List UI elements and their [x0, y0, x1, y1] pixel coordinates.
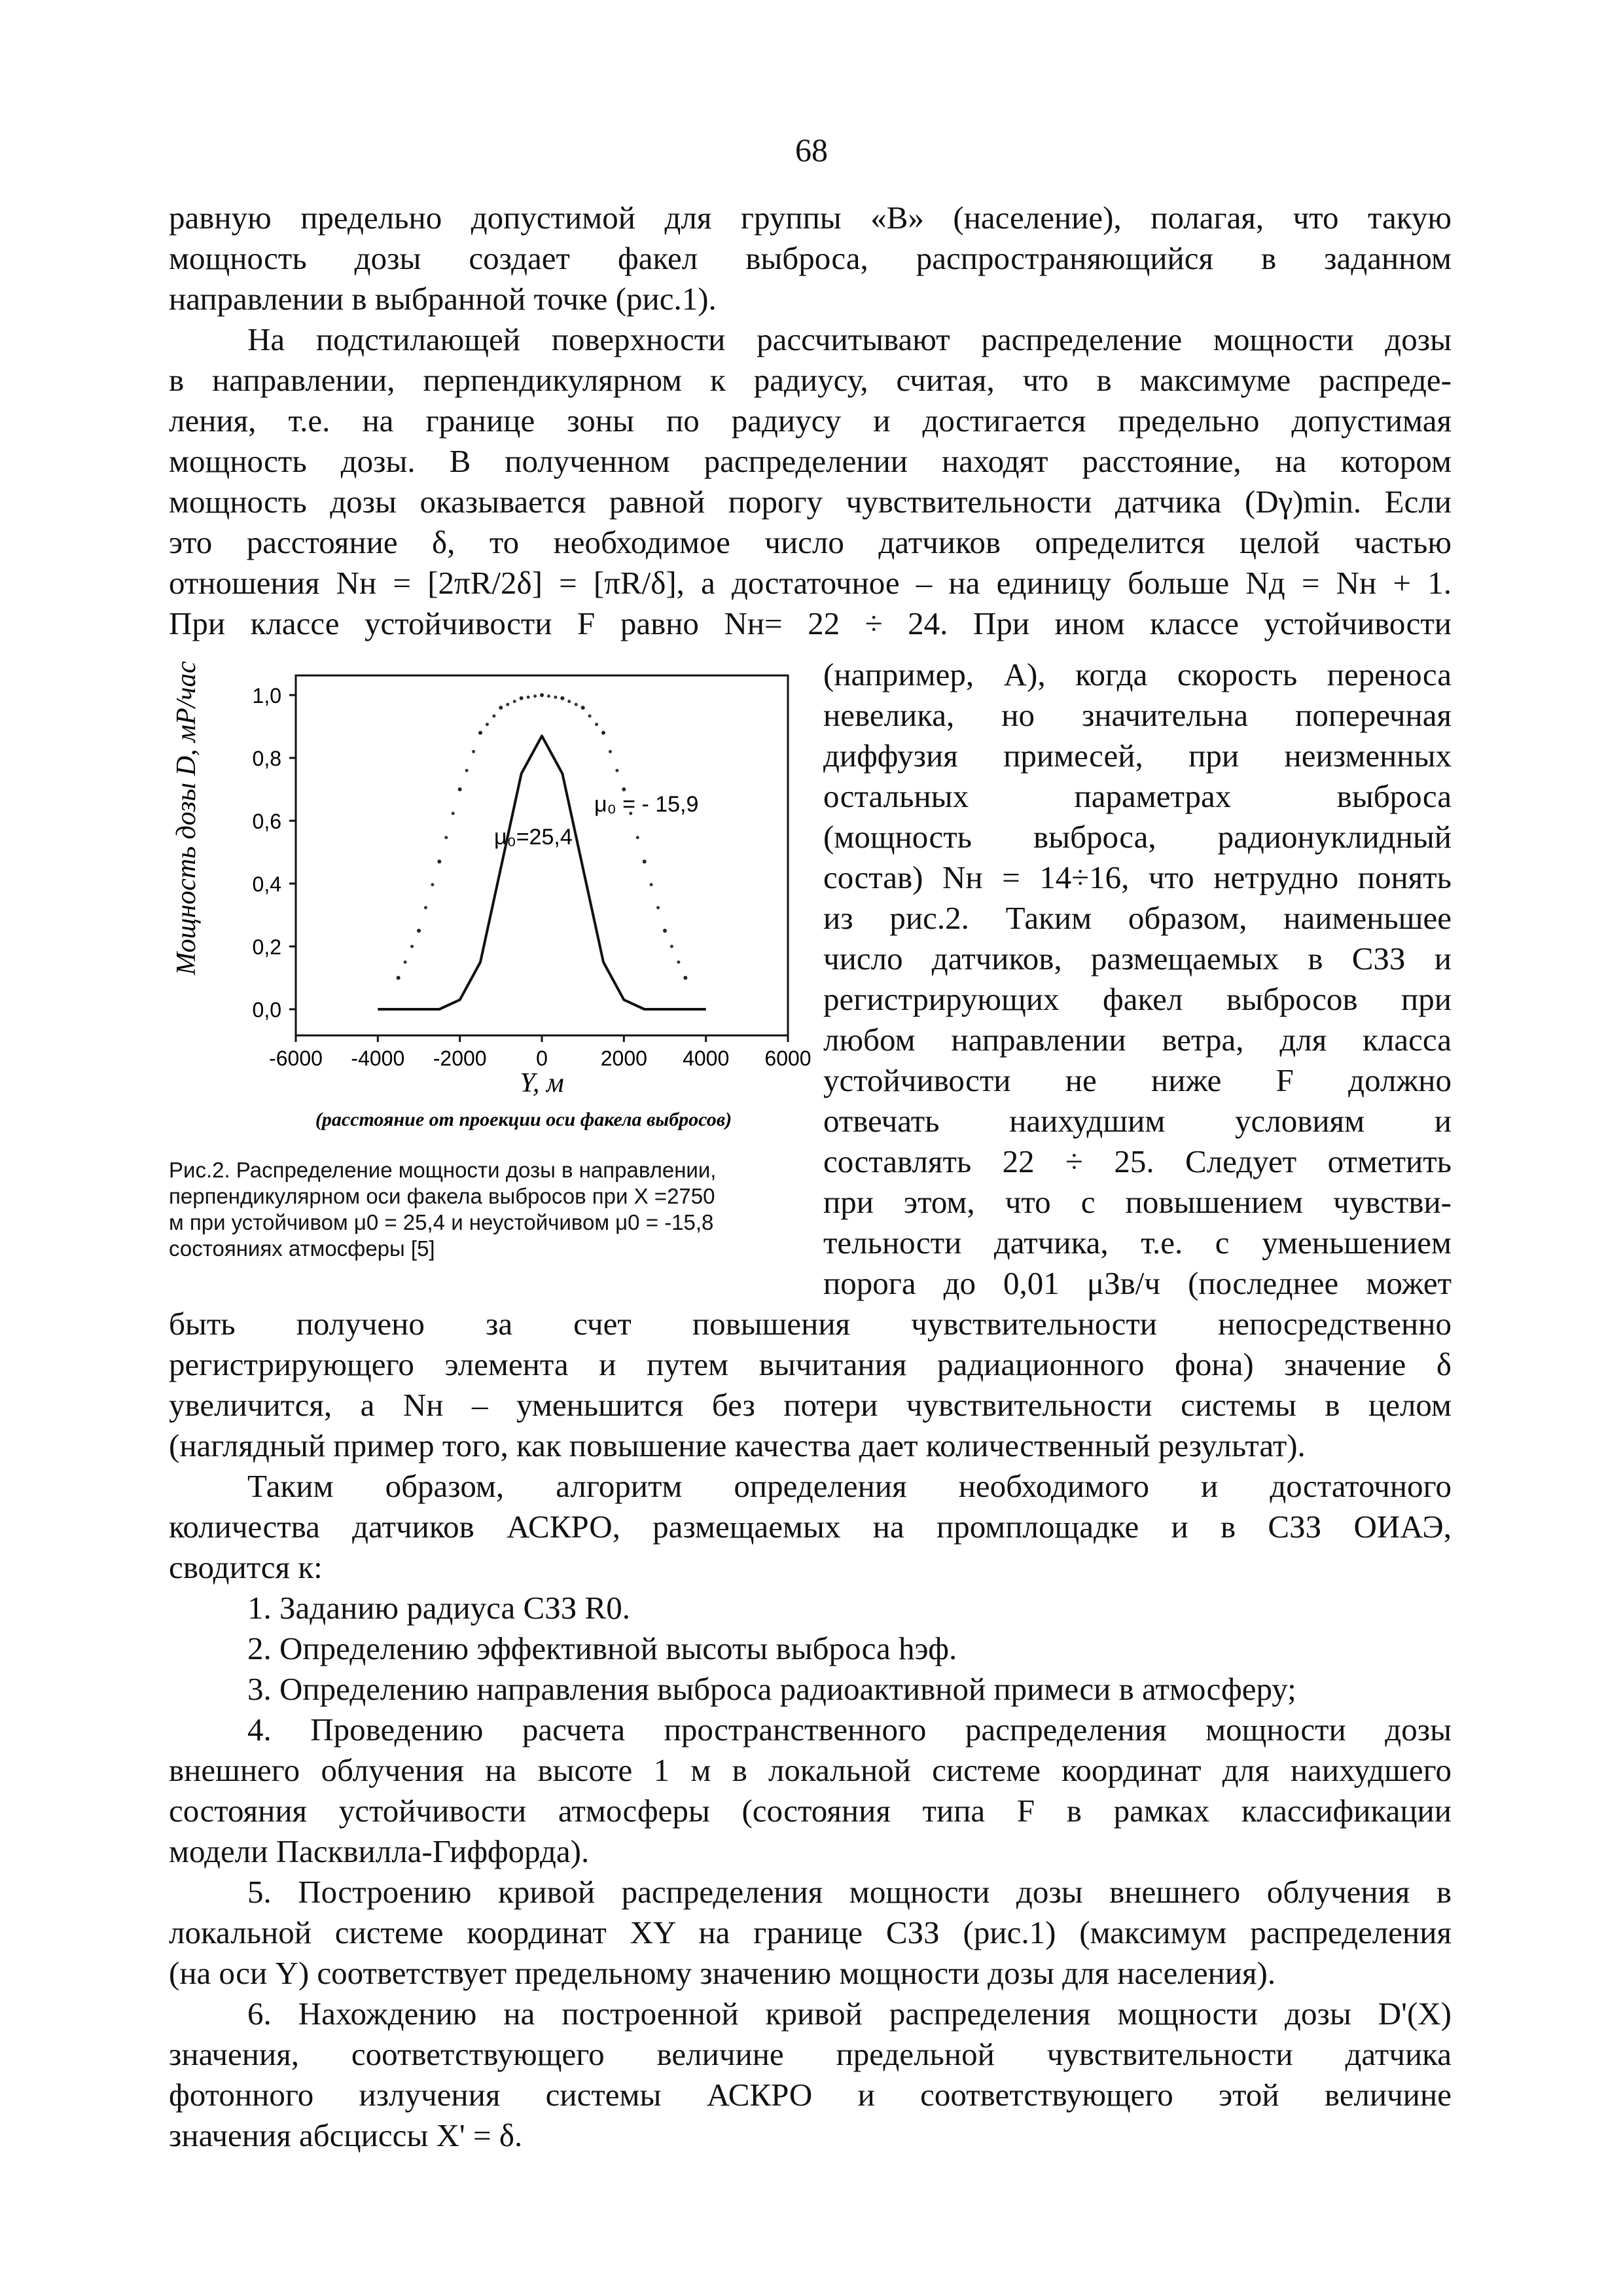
- data-point-unstable: [478, 731, 482, 735]
- curve-dot-unstable: [452, 812, 455, 815]
- curve-dot-unstable: [465, 769, 469, 772]
- curve-dot-unstable: [533, 694, 537, 698]
- text-line: равную предельно допустимой для группы «B» (население), полагая, что такую: [169, 200, 1452, 236]
- curve-dot-unstable: [575, 703, 578, 706]
- text-line: невелика, но значительна поперечная: [823, 697, 1452, 733]
- x-tick-label: -4000: [351, 1047, 405, 1070]
- caption-line: м при устойчивом μ0 = 25,4 и неустойчивом μ0 = -15,8: [169, 1210, 714, 1234]
- curve-dot-unstable: [567, 700, 571, 703]
- text-line: (на оси Y) соответствует предельному значению мощности дозы для населения).: [169, 1955, 1276, 1991]
- text-line: 6. Нахождению на построенной кривой распределения мощности дозы D'(X): [247, 1996, 1452, 2032]
- text-line: внешнего облучения на высоте 1 м в локальной системе координат для наихудшего: [169, 1752, 1452, 1788]
- curve-dot-unstable: [424, 906, 427, 909]
- curve-dot-unstable: [527, 696, 530, 699]
- data-point-unstable: [520, 696, 524, 700]
- text-line: (наглядный пример того, как повышение качества дает количественный результат).: [169, 1427, 1306, 1463]
- x-axis-label: Y, м: [520, 1068, 564, 1098]
- y-axis-label: Мощность дозы D, мР/час: [171, 661, 202, 975]
- x-tick-label: -6000: [269, 1047, 323, 1070]
- dose-distribution-chart: [157, 655, 818, 1152]
- text-line: составлять 22 ÷ 25. Следует отметить: [823, 1143, 1452, 1179]
- data-point-unstable: [437, 859, 441, 863]
- text-line: Таким образом, алгоритм определения необходимого и достаточного: [247, 1468, 1452, 1504]
- text-line: сводится к:: [169, 1549, 323, 1585]
- y-tick-label: 0,8: [252, 747, 281, 770]
- data-point-unstable: [683, 976, 687, 980]
- curve-dot-unstable: [609, 750, 612, 753]
- text-line: отвечать наихудшим условиям и: [823, 1103, 1452, 1139]
- text-line: фотонного излучения системы АСКРО и соответствующего этой величине: [169, 2077, 1452, 2113]
- curve-dot-unstable: [513, 700, 516, 703]
- data-point-unstable: [560, 696, 564, 700]
- text-line: При классе устойчивости F равно Nн= 22 ÷ 24. При ином классе устойчивости: [169, 605, 1452, 641]
- x-tick-label: 6000: [764, 1047, 812, 1070]
- y-tick-label: 0,4: [252, 872, 281, 896]
- curve-dot-unstable: [506, 703, 509, 706]
- data-point-unstable: [397, 976, 401, 980]
- curve-dot-unstable: [492, 715, 495, 718]
- text-line: 4. Проведению расчета пространственного распределения мощности дозы: [247, 1712, 1452, 1748]
- algorithm-list: [169, 1588, 1452, 1710]
- text-line: локальной системе координат XY на границе СЗЗ (рис.1) (максимум распределения: [169, 1914, 1452, 1950]
- text-line: любом направлении ветра, для класса: [823, 1022, 1452, 1058]
- y-ticks: [253, 684, 296, 1022]
- text-line: быть получено за счет повышения чувствительности непосредственно: [169, 1306, 1452, 1342]
- data-point-unstable: [643, 859, 647, 863]
- curve-dot-unstable: [656, 906, 660, 909]
- annotation-unstable: μ₀ = - 15,9: [594, 792, 699, 817]
- curve-dot-unstable: [547, 694, 550, 698]
- list-item: 1. Заданию радиуса СЗЗ R0.: [247, 1590, 630, 1626]
- text-bottom: [169, 1304, 1452, 2156]
- list-item: 3. Определению направления выброса радиоактивной примеси в атмосферу;: [247, 1671, 1296, 1707]
- text-line: мощность дозы создает факел выброса, распространяющийся в заданном: [169, 240, 1452, 276]
- data-point-unstable: [663, 929, 667, 933]
- x-tick-label: -2000: [433, 1047, 487, 1070]
- curve-dot-unstable: [615, 769, 618, 772]
- text-line: (мощность выброса, радионуклидный: [823, 819, 1452, 855]
- text-line: состояния устойчивости атмосферы (состояния типа F в рамках классификации: [169, 1793, 1452, 1829]
- text-line: состав) Nн = 14÷16, что нетрудно понять: [823, 859, 1452, 895]
- curve-dot-unstable: [595, 723, 598, 726]
- curve-dot-unstable: [486, 723, 489, 726]
- text-line: модели Пасквилла-Гиффорда).: [169, 1833, 590, 1869]
- text-line: (например, A), когда скорость переноса: [823, 656, 1452, 692]
- curve-dot-unstable: [670, 945, 673, 948]
- text-line: регистрирующих факел выбросов при: [823, 981, 1452, 1017]
- text-line: остальных параметрах выброса: [823, 778, 1452, 814]
- text-line: в направлении, перпендикулярном к радиусу, считая, что в максимуме распреде-: [169, 362, 1452, 398]
- page-number: 68: [795, 132, 828, 168]
- text-line: значения абсциссы X' = δ.: [169, 2117, 523, 2153]
- y-tick-label: 0,6: [252, 810, 281, 833]
- caption-line: перпендикулярном оси факела выбросов при X =2750: [169, 1184, 715, 1208]
- x-tick-label: 2000: [600, 1047, 647, 1070]
- curve-dot-unstable: [410, 945, 414, 948]
- x-axis-note: (расстояние от проекции оси факела выбросов): [315, 1109, 732, 1130]
- curve-dot-unstable: [444, 836, 448, 839]
- curve-dot-unstable: [431, 883, 434, 886]
- curve-dot-unstable: [554, 696, 557, 699]
- caption-line: Рис.2. Распределение мощности дозы в направлении,: [169, 1158, 717, 1182]
- list-item: 2. Определению эффективной высоты выброса hэф.: [247, 1630, 957, 1666]
- curve-dot-unstable: [636, 836, 639, 839]
- x-tick-label: 4000: [683, 1047, 730, 1070]
- plot-frame: [296, 675, 788, 1035]
- text-line: количества датчиков АСКРО, размещаемых на промплощадке и в СЗЗ ОИАЭ,: [169, 1509, 1452, 1545]
- y-tick-label: 0,2: [252, 935, 281, 959]
- y-axis-label-group: [171, 661, 202, 976]
- text-line: мощность дозы. В полученном распределении находят расстояние, на котором: [169, 443, 1452, 479]
- data-point-unstable: [601, 731, 605, 735]
- text-line: значения, соответствующего величине предельной чувствительности датчика: [169, 2036, 1452, 2072]
- text-line: из рис.2. Таким образом, наименьшее: [823, 900, 1452, 936]
- text-line: регистрирующего элемента и путем вычитания радиационного фона) значение δ: [169, 1346, 1452, 1382]
- curve-dot-unstable: [588, 715, 592, 718]
- data-point-unstable: [417, 929, 421, 933]
- data-point-unstable: [499, 706, 503, 709]
- text-line: порога до 0,01 μЗв/ч (последнее может: [823, 1265, 1452, 1301]
- text-top: [169, 198, 1452, 644]
- caption-line: состояниях атмосферы [5]: [169, 1236, 435, 1261]
- text-line: На подстилающей поверхности рассчитывают распределение мощности дозы: [247, 321, 1452, 357]
- text-line: направлении в выбранной точке (рис.1).: [169, 281, 717, 317]
- data-point-unstable: [622, 787, 626, 791]
- data-point-unstable: [458, 787, 462, 791]
- text-line: ления, т.е. на границе зоны по радиусу и достигается предельно допустимая: [169, 403, 1452, 439]
- curve-dot-unstable: [677, 961, 680, 964]
- series-line-stable: [378, 736, 705, 1009]
- text-line: число датчиков, размещаемых в СЗЗ и: [823, 941, 1452, 977]
- text-line: мощность дозы оказывается равной порогу чувствительности датчика (Dγ)min. Если: [169, 484, 1452, 520]
- text-line: это расстояние δ, то необходимое число датчиков определится целой частью: [169, 524, 1452, 560]
- text-line: тельности датчика, т.е. с уменьшением: [823, 1225, 1452, 1261]
- curve-dot-unstable: [404, 961, 407, 964]
- series-group: [378, 693, 705, 1009]
- text-line: при этом, что с повышением чувстви-: [823, 1184, 1452, 1220]
- text-line: отношения Nн = [2πR/2δ] = [πR/δ], а достаточное – на единицу больше Nд = Nн + 1.: [169, 565, 1452, 601]
- y-tick-label: 1,0: [252, 684, 281, 708]
- text-line: увеличится, а Nн – уменьшится без потери чувствительности системы в целом: [169, 1387, 1452, 1423]
- text-wrap-column: [823, 655, 1452, 1304]
- curve-dot-unstable: [650, 883, 653, 886]
- annotation-stable: μ₀=25,4: [494, 825, 573, 850]
- x-ticks: [269, 1035, 812, 1070]
- data-point-unstable: [581, 706, 585, 709]
- x-tick-label: 0: [536, 1047, 548, 1070]
- y-tick-label: 0,0: [252, 998, 281, 1022]
- curve-dot-unstable: [472, 750, 475, 753]
- text-line: устойчивости не ниже F должно: [823, 1062, 1452, 1098]
- figure-caption: [169, 1157, 817, 1262]
- text-line: 5. Построению кривой распределения мощности дозы внешнего облучения в: [247, 1874, 1452, 1910]
- text-line: диффузия примесей, при неизменных: [823, 738, 1452, 774]
- data-point-unstable: [540, 693, 544, 697]
